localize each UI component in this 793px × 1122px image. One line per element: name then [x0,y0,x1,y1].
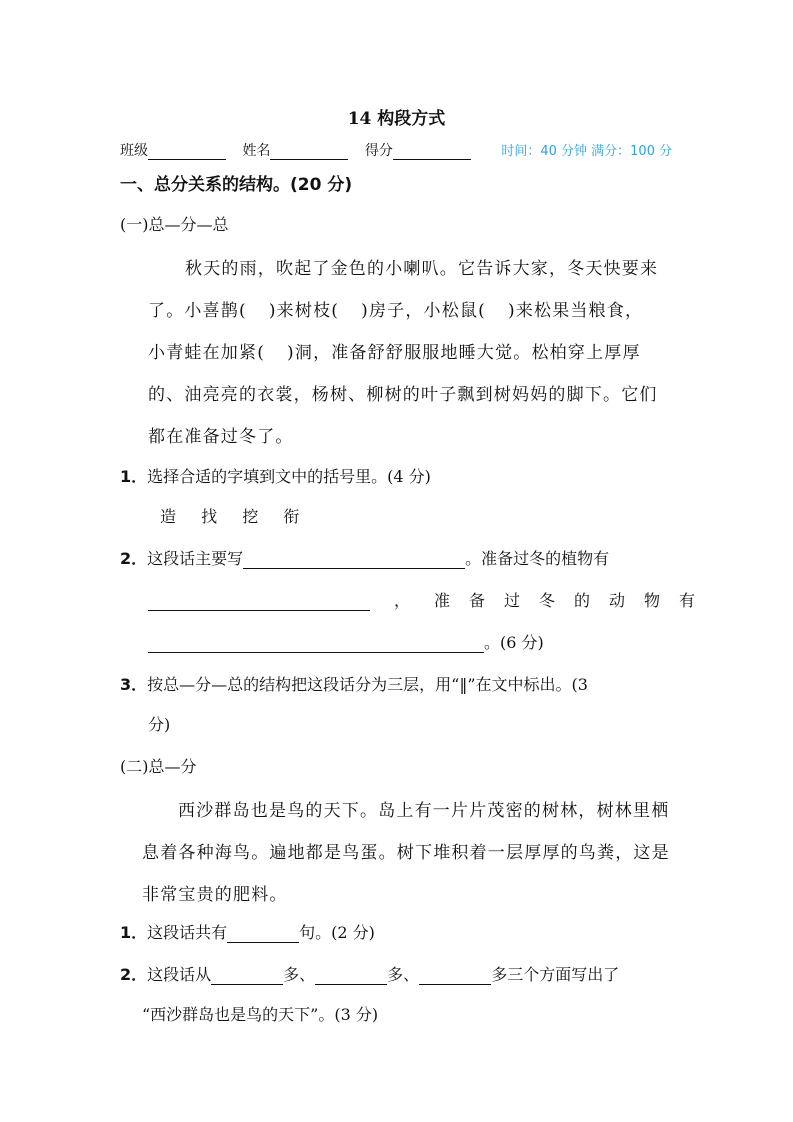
passage1-line1: 秋天的雨，吹起了金色的小喇叭。它告诉大家，冬天快要来 [185,259,659,279]
question-3: 3．按总—分—总的结构把这段话分为三层，用“‖”在文中标出。(3 [120,675,588,694]
answer-blank[interactable] [148,593,370,611]
answer-blank[interactable] [148,635,484,653]
option-word: 衔 [283,507,300,526]
passage2-line1: 西沙群岛也是鸟的天下。岛上有一片片茂密的树林，树林里栖 [178,801,670,821]
class-label: 班级 [120,143,148,159]
passage1-line3: 小青蛙在加紧( )洞，准备舒舒服服地睡大觉。松柏穿上厚厚 [148,343,641,363]
question-2: 2．这段话主要写 。准备过冬的植物有 [120,549,610,568]
answer-blank[interactable] [243,551,465,569]
score-label: 得分 [364,143,393,159]
passage1-line5: 都在准备过冬了。 [148,427,294,447]
part2-question-2-cont: “西沙群岛也是鸟的天下”。(3 分) [142,1005,379,1024]
answer-blank[interactable] [211,967,283,985]
passage1-line2: 了。小喜鹊( )来树枝( )房子，小松鼠( )来松果当粮食， [148,301,644,321]
part1-label: (一)总—分—总 [120,215,229,234]
option-word: 找 [201,507,218,526]
passage2-line3: 非常宝贵的肥料。 [142,885,288,905]
part2-question-2: 2．这段话从 多、 多、 多三个方面写出了 [120,965,620,984]
question-3-cont: 分) [148,715,171,734]
header-info [120,140,672,160]
option-word: 挖 [242,507,259,526]
passage2-line2: 息着各种海鸟。遍地都是鸟蛋。树下堆积着一层厚厚的鸟粪，这是 [142,843,670,863]
name-blank[interactable] [270,143,348,160]
option-word: 造 [160,507,177,526]
part2-label: (二)总—分 [120,757,197,776]
answer-blank[interactable] [419,967,491,985]
part2-question-1: 1．这段话共有 句。(2 分) [120,923,375,942]
answer-blank[interactable] [227,925,299,943]
question-2-line3: 。(6 分) [148,630,544,653]
class-blank[interactable] [148,143,226,160]
answer-blank[interactable] [315,967,387,985]
page-title: 14 构段方式 [347,109,446,129]
time-info: 时间：40 分钟 满分：100 分 [501,144,673,159]
name-label: 姓名 [242,143,271,159]
question-1: 1．选择合适的字填到文中的括号里。(4 分) [120,467,431,486]
question-2-line2: ， 准备过冬的动物有 [148,588,714,611]
section-heading: 一、总分关系的结构。(20 分) [120,175,353,195]
score-blank[interactable] [393,143,471,160]
word-options [160,504,299,527]
passage1-line4: 的、油亮亮的衣裳，杨树、柳树的叶子飘到树妈妈的脚下。它们 [148,385,658,405]
